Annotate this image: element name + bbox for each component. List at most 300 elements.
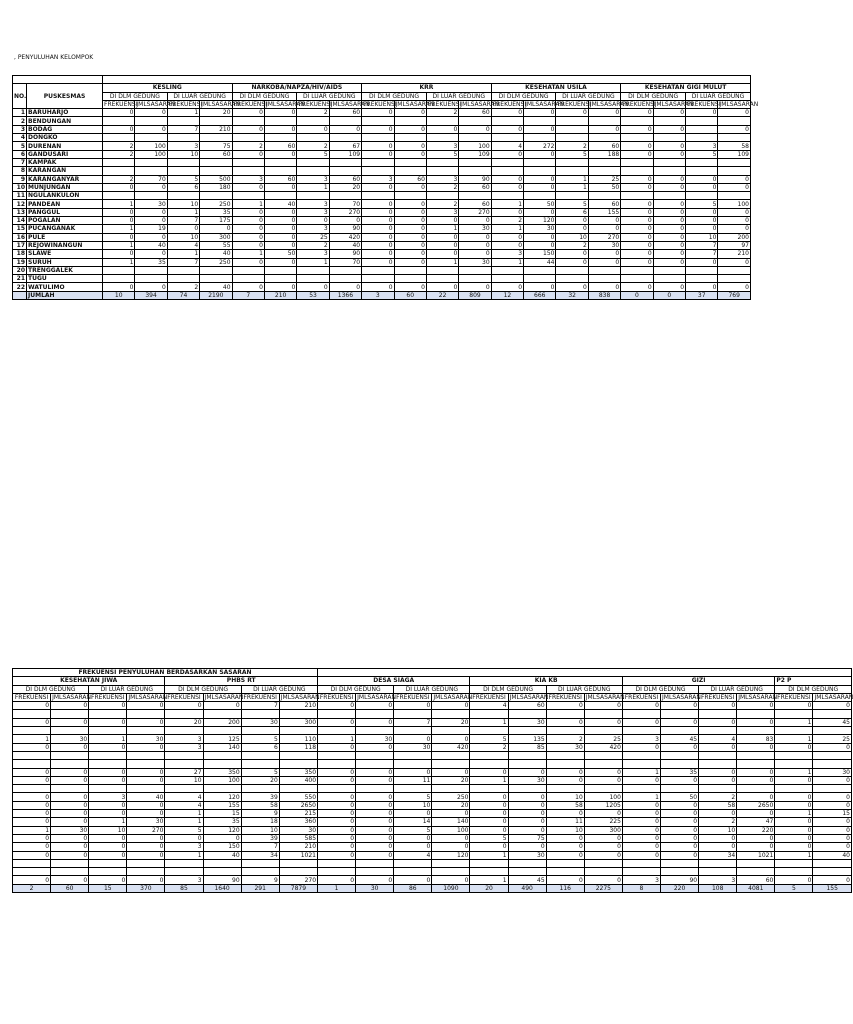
value-cell bbox=[584, 760, 622, 768]
value-cell bbox=[329, 117, 361, 125]
value-cell: 0 bbox=[470, 768, 508, 776]
value-cell bbox=[297, 266, 329, 274]
value-cell: 3 bbox=[167, 142, 199, 150]
value-cell: 40 bbox=[200, 250, 232, 258]
value-cell bbox=[426, 266, 458, 274]
subheader-outside: DI LUAR GEDUNG bbox=[297, 92, 362, 100]
value-cell bbox=[297, 167, 329, 175]
value-cell: 215 bbox=[279, 810, 317, 818]
value-cell: 0 bbox=[588, 125, 620, 133]
total-cell: 210 bbox=[264, 291, 296, 299]
subheader-outside: DI LUAR GEDUNG bbox=[167, 92, 232, 100]
value-cell: 2 bbox=[103, 150, 135, 158]
value-cell bbox=[661, 868, 699, 876]
value-cell: 1 bbox=[470, 718, 508, 726]
value-cell bbox=[297, 275, 329, 283]
value-cell bbox=[588, 275, 620, 283]
value-cell: 0 bbox=[394, 876, 432, 884]
puskesmas-name: DONGKO bbox=[27, 134, 103, 142]
value-cell bbox=[279, 710, 317, 718]
value-cell: 0 bbox=[653, 217, 685, 225]
value-cell: 300 bbox=[200, 233, 232, 241]
value-cell: 0 bbox=[432, 876, 470, 884]
value-cell bbox=[89, 727, 127, 735]
value-cell: 0 bbox=[13, 768, 51, 776]
value-cell bbox=[232, 158, 264, 166]
group-header: GIZI bbox=[622, 677, 774, 685]
value-cell: 0 bbox=[546, 718, 584, 726]
value-cell: 47 bbox=[737, 818, 775, 826]
value-cell: 2 bbox=[699, 818, 737, 826]
value-cell: 0 bbox=[394, 735, 432, 743]
value-cell bbox=[232, 275, 264, 283]
value-cell: 0 bbox=[426, 250, 458, 258]
value-cell bbox=[588, 158, 620, 166]
value-cell bbox=[556, 134, 588, 142]
value-cell: 3 bbox=[297, 208, 329, 216]
value-cell bbox=[737, 727, 775, 735]
value-cell: 0 bbox=[546, 876, 584, 884]
table-row bbox=[13, 801, 852, 809]
value-cell: 44 bbox=[524, 258, 556, 266]
value-cell bbox=[718, 158, 751, 166]
value-cell bbox=[362, 275, 394, 283]
value-cell: 0 bbox=[135, 183, 167, 191]
value-cell: 0 bbox=[718, 283, 751, 291]
puskesmas-name: DURENAN bbox=[27, 142, 103, 150]
value-cell bbox=[737, 868, 775, 876]
value-cell bbox=[318, 710, 356, 718]
value-cell: 25 bbox=[297, 233, 329, 241]
value-cell: 1 bbox=[165, 818, 203, 826]
value-cell: 0 bbox=[264, 109, 296, 117]
value-cell: 35 bbox=[135, 258, 167, 266]
value-cell bbox=[661, 710, 699, 718]
table-row bbox=[13, 167, 751, 175]
row-number: 7 bbox=[13, 158, 27, 166]
row-number: 12 bbox=[13, 200, 27, 208]
value-cell: 1 bbox=[556, 175, 588, 183]
value-cell: 1 bbox=[89, 818, 127, 826]
table-row bbox=[13, 810, 852, 818]
total-cell: 5 bbox=[775, 884, 813, 892]
value-cell: 0 bbox=[621, 225, 653, 233]
value-cell bbox=[394, 785, 432, 793]
total-cell: 37 bbox=[686, 291, 718, 299]
value-cell: 118 bbox=[279, 743, 317, 751]
value-cell bbox=[459, 134, 491, 142]
value-cell: 6 bbox=[167, 183, 199, 191]
value-cell: 0 bbox=[718, 225, 751, 233]
value-cell bbox=[470, 785, 508, 793]
value-cell: 0 bbox=[51, 793, 89, 801]
value-cell: 0 bbox=[232, 258, 264, 266]
value-cell: 0 bbox=[51, 851, 89, 859]
value-cell bbox=[279, 785, 317, 793]
value-cell: 100 bbox=[432, 826, 470, 834]
value-cell: 0 bbox=[459, 125, 491, 133]
value-cell: 0 bbox=[491, 208, 523, 216]
value-cell: 0 bbox=[13, 702, 51, 710]
col-frekuensi: FREKUENSI bbox=[13, 693, 51, 701]
table-row bbox=[13, 859, 852, 867]
value-cell bbox=[653, 266, 685, 274]
total-cell: 12 bbox=[491, 291, 523, 299]
col-frekuensi: FREKUENSI bbox=[165, 693, 203, 701]
value-cell: 20 bbox=[200, 109, 232, 117]
value-cell: 0 bbox=[264, 258, 296, 266]
value-cell: 0 bbox=[362, 183, 394, 191]
value-cell bbox=[556, 167, 588, 175]
value-cell bbox=[103, 134, 135, 142]
value-cell: 4 bbox=[165, 801, 203, 809]
value-cell bbox=[13, 859, 51, 867]
value-cell: 30 bbox=[508, 851, 546, 859]
value-cell: 0 bbox=[584, 776, 622, 784]
value-cell: 1 bbox=[89, 735, 127, 743]
value-cell bbox=[394, 859, 432, 867]
value-cell: 0 bbox=[622, 818, 660, 826]
value-cell: 0 bbox=[524, 183, 556, 191]
value-cell: 1 bbox=[297, 258, 329, 266]
value-cell: 0 bbox=[556, 217, 588, 225]
col-jmlsasaran: JMLSASARAN bbox=[585, 694, 625, 702]
col-frekuensi: FREKUENSI bbox=[241, 693, 279, 701]
value-cell: 0 bbox=[362, 208, 394, 216]
value-cell: 0 bbox=[508, 810, 546, 818]
col-jmlsasaran: JMLSASARAN bbox=[433, 694, 473, 702]
value-cell bbox=[699, 760, 737, 768]
table-row bbox=[13, 743, 852, 751]
value-cell bbox=[394, 158, 426, 166]
value-cell: 7 bbox=[167, 258, 199, 266]
value-cell: 0 bbox=[621, 250, 653, 258]
value-cell: 0 bbox=[813, 843, 852, 851]
value-cell bbox=[432, 760, 470, 768]
value-cell: 0 bbox=[426, 283, 458, 291]
value-cell: 1 bbox=[426, 225, 458, 233]
value-cell: 0 bbox=[232, 183, 264, 191]
value-cell: 0 bbox=[588, 217, 620, 225]
value-cell bbox=[556, 125, 588, 133]
value-cell: 10 bbox=[165, 776, 203, 784]
subheader-outside: DI LUAR GEDUNG bbox=[556, 92, 621, 100]
value-cell bbox=[459, 275, 491, 283]
value-cell bbox=[127, 859, 165, 867]
value-cell: 0 bbox=[813, 801, 852, 809]
value-cell: 0 bbox=[653, 150, 685, 158]
value-cell: 3 bbox=[297, 175, 329, 183]
value-cell: 50 bbox=[264, 250, 296, 258]
value-cell: 0 bbox=[51, 801, 89, 809]
value-cell: 0 bbox=[426, 217, 458, 225]
value-cell: 5 bbox=[297, 150, 329, 158]
value-cell bbox=[470, 727, 508, 735]
value-cell: 60 bbox=[394, 175, 426, 183]
value-cell bbox=[203, 785, 241, 793]
value-cell bbox=[135, 158, 167, 166]
value-cell: 2 bbox=[470, 743, 508, 751]
subheader-outside: DI LUAR GEDUNG bbox=[394, 685, 470, 693]
value-cell bbox=[661, 859, 699, 867]
value-cell: 0 bbox=[89, 702, 127, 710]
value-cell bbox=[459, 117, 491, 125]
value-cell: 0 bbox=[813, 826, 852, 834]
puskesmas-name: TUGU bbox=[27, 275, 103, 283]
value-cell bbox=[135, 266, 167, 274]
subheader-inside: DI DLM GEDUNG bbox=[13, 685, 89, 693]
value-cell bbox=[241, 868, 279, 876]
table-row bbox=[13, 834, 852, 842]
total-cell: 116 bbox=[546, 884, 584, 892]
value-cell: 2 bbox=[426, 183, 458, 191]
value-cell bbox=[584, 710, 622, 718]
value-cell: 0 bbox=[264, 183, 296, 191]
value-cell: 3 bbox=[297, 200, 329, 208]
value-cell: 75 bbox=[200, 142, 232, 150]
value-cell: 0 bbox=[546, 768, 584, 776]
value-cell: 0 bbox=[203, 834, 241, 842]
value-cell: 0 bbox=[584, 851, 622, 859]
value-cell: 0 bbox=[621, 217, 653, 225]
total-cell: 769 bbox=[718, 291, 751, 299]
value-cell: 2 bbox=[491, 217, 523, 225]
value-cell bbox=[264, 192, 296, 200]
value-cell bbox=[167, 158, 199, 166]
value-cell: 0 bbox=[362, 142, 394, 150]
value-cell: 5 bbox=[686, 150, 718, 158]
value-cell: 0 bbox=[546, 843, 584, 851]
value-cell: 0 bbox=[686, 217, 718, 225]
value-cell: 67 bbox=[329, 142, 361, 150]
value-cell: 220 bbox=[737, 826, 775, 834]
value-cell: 3 bbox=[699, 876, 737, 884]
table-row bbox=[13, 718, 852, 726]
value-cell bbox=[51, 751, 89, 759]
value-cell: 0 bbox=[622, 810, 660, 818]
value-cell: 0 bbox=[584, 810, 622, 818]
value-cell: 1 bbox=[167, 109, 199, 117]
value-cell: 1 bbox=[470, 876, 508, 884]
row-number: 17 bbox=[13, 241, 27, 249]
puskesmas-name: REJOWINANGUN bbox=[27, 241, 103, 249]
value-cell: 0 bbox=[661, 851, 699, 859]
puskesmas-name: BARUHARJO bbox=[27, 109, 103, 117]
value-cell: 0 bbox=[621, 109, 653, 117]
value-cell: 0 bbox=[653, 175, 685, 183]
col-jmlsasaran: JMLSASARAN bbox=[395, 101, 435, 109]
row-number: 4 bbox=[13, 134, 27, 142]
value-cell bbox=[356, 710, 394, 718]
value-cell: 9 bbox=[241, 876, 279, 884]
value-cell: 10 bbox=[394, 801, 432, 809]
value-cell: 0 bbox=[524, 109, 556, 117]
value-cell: 25 bbox=[584, 735, 622, 743]
subheader-outside: DI LUAR GEDUNG bbox=[426, 92, 491, 100]
value-cell: 0 bbox=[356, 702, 394, 710]
col-jmlsasaran: JMLSASARAN bbox=[52, 694, 91, 702]
value-cell: 9 bbox=[241, 810, 279, 818]
value-cell: 30 bbox=[459, 258, 491, 266]
value-cell: 120 bbox=[432, 851, 470, 859]
value-cell bbox=[318, 760, 356, 768]
value-cell: 5 bbox=[556, 200, 588, 208]
row-number: 16 bbox=[13, 233, 27, 241]
value-cell: 110 bbox=[279, 735, 317, 743]
value-cell bbox=[546, 859, 584, 867]
value-cell bbox=[356, 751, 394, 759]
value-cell: 45 bbox=[661, 735, 699, 743]
value-cell: 60 bbox=[329, 175, 361, 183]
value-cell: 140 bbox=[432, 818, 470, 826]
table-frekuensi-sasaran-wrapper bbox=[12, 668, 853, 968]
value-cell: 0 bbox=[621, 142, 653, 150]
puskesmas-name: NGULANKULON bbox=[27, 192, 103, 200]
value-cell bbox=[813, 868, 852, 876]
col-jmlsasaran: JMLSASARAN bbox=[280, 694, 320, 702]
value-cell: 0 bbox=[394, 834, 432, 842]
value-cell bbox=[686, 158, 718, 166]
value-cell: 140 bbox=[203, 743, 241, 751]
value-cell: 0 bbox=[103, 208, 135, 216]
value-cell: 0 bbox=[524, 233, 556, 241]
value-cell: 30 bbox=[127, 735, 165, 743]
value-cell: 14 bbox=[394, 818, 432, 826]
value-cell bbox=[203, 868, 241, 876]
value-cell: 0 bbox=[135, 125, 167, 133]
total-label: JUMLAH bbox=[27, 291, 103, 299]
value-cell: 0 bbox=[775, 818, 813, 826]
value-cell bbox=[200, 167, 232, 175]
table-penyuluhan-kelompok bbox=[12, 75, 759, 300]
value-cell: 39 bbox=[241, 834, 279, 842]
col-frekuensi: FREKUENSI bbox=[363, 101, 397, 109]
blank-cell bbox=[13, 291, 27, 299]
table-row bbox=[13, 868, 852, 876]
value-cell: 2 bbox=[103, 142, 135, 150]
value-cell: 0 bbox=[394, 810, 432, 818]
value-cell: 20 bbox=[329, 183, 361, 191]
value-cell: 1 bbox=[297, 183, 329, 191]
col-jmlsasaran: JMLSASARAN bbox=[738, 694, 778, 702]
value-cell: 0 bbox=[737, 843, 775, 851]
value-cell: 0 bbox=[653, 183, 685, 191]
value-cell: 0 bbox=[459, 250, 491, 258]
value-cell: 0 bbox=[432, 702, 470, 710]
value-cell: 120 bbox=[203, 826, 241, 834]
value-cell bbox=[165, 710, 203, 718]
value-cell: 0 bbox=[165, 834, 203, 842]
total-cell: 394 bbox=[135, 291, 167, 299]
value-cell bbox=[356, 868, 394, 876]
value-cell bbox=[737, 760, 775, 768]
group-header: KESLING bbox=[103, 84, 233, 92]
value-cell bbox=[264, 275, 296, 283]
value-cell bbox=[13, 760, 51, 768]
value-cell: 0 bbox=[394, 241, 426, 249]
table-row bbox=[13, 266, 751, 274]
value-cell: 0 bbox=[89, 768, 127, 776]
value-cell: 30 bbox=[588, 241, 620, 249]
value-cell: 1 bbox=[622, 768, 660, 776]
table-row bbox=[13, 851, 852, 859]
value-cell: 11 bbox=[394, 776, 432, 784]
value-cell: 210 bbox=[718, 250, 751, 258]
puskesmas-name: POGALAN bbox=[27, 217, 103, 225]
table-row bbox=[13, 217, 751, 225]
value-cell bbox=[241, 751, 279, 759]
value-cell: 100 bbox=[135, 150, 167, 158]
value-cell: 0 bbox=[556, 109, 588, 117]
value-cell: 3 bbox=[686, 142, 718, 150]
value-cell bbox=[394, 134, 426, 142]
row-number: 18 bbox=[13, 250, 27, 258]
value-cell bbox=[432, 785, 470, 793]
value-cell bbox=[13, 710, 51, 718]
value-cell: 0 bbox=[588, 258, 620, 266]
value-cell: 0 bbox=[127, 743, 165, 751]
value-cell: 0 bbox=[775, 843, 813, 851]
value-cell: 250 bbox=[200, 200, 232, 208]
value-cell: 83 bbox=[737, 735, 775, 743]
value-cell bbox=[622, 710, 660, 718]
value-cell: 30 bbox=[813, 768, 852, 776]
value-cell: 0 bbox=[89, 834, 127, 842]
table-row bbox=[13, 826, 852, 834]
value-cell bbox=[699, 727, 737, 735]
subheader-inside: DI DLM GEDUNG bbox=[470, 685, 546, 693]
total-cell: 8 bbox=[622, 884, 660, 892]
value-cell: 2 bbox=[297, 142, 329, 150]
value-cell: 0 bbox=[356, 776, 394, 784]
value-cell bbox=[297, 117, 329, 125]
value-cell: 0 bbox=[356, 743, 394, 751]
value-cell: 270 bbox=[459, 208, 491, 216]
value-cell bbox=[203, 710, 241, 718]
value-cell: 0 bbox=[661, 843, 699, 851]
value-cell: 0 bbox=[775, 801, 813, 809]
value-cell: 1 bbox=[103, 200, 135, 208]
group-header: NARKOBA/NAPZA/HIV/AIDS bbox=[232, 84, 362, 92]
total-cell: 3 bbox=[362, 291, 394, 299]
puskesmas-name: BENDUNGAN bbox=[27, 117, 103, 125]
value-cell: 0 bbox=[653, 142, 685, 150]
value-cell: 58 bbox=[546, 801, 584, 809]
value-cell: 0 bbox=[318, 743, 356, 751]
value-cell: 27 bbox=[165, 768, 203, 776]
value-cell: 1 bbox=[165, 810, 203, 818]
value-cell: 20 bbox=[432, 718, 470, 726]
total-cell: 30 bbox=[356, 884, 394, 892]
group-header: KESEHATAN GIGI MULUT bbox=[621, 84, 751, 92]
value-cell bbox=[329, 192, 361, 200]
value-cell bbox=[775, 710, 813, 718]
value-cell: 0 bbox=[232, 241, 264, 249]
value-cell bbox=[318, 859, 356, 867]
value-cell: 0 bbox=[13, 776, 51, 784]
value-cell bbox=[135, 275, 167, 283]
value-cell bbox=[653, 167, 685, 175]
value-cell: 0 bbox=[718, 125, 751, 133]
value-cell: 3 bbox=[622, 735, 660, 743]
value-cell: 0 bbox=[491, 109, 523, 117]
value-cell bbox=[13, 751, 51, 759]
value-cell: 6 bbox=[241, 743, 279, 751]
value-cell bbox=[621, 158, 653, 166]
value-cell: 0 bbox=[318, 876, 356, 884]
value-cell: 50 bbox=[661, 793, 699, 801]
value-cell bbox=[329, 167, 361, 175]
